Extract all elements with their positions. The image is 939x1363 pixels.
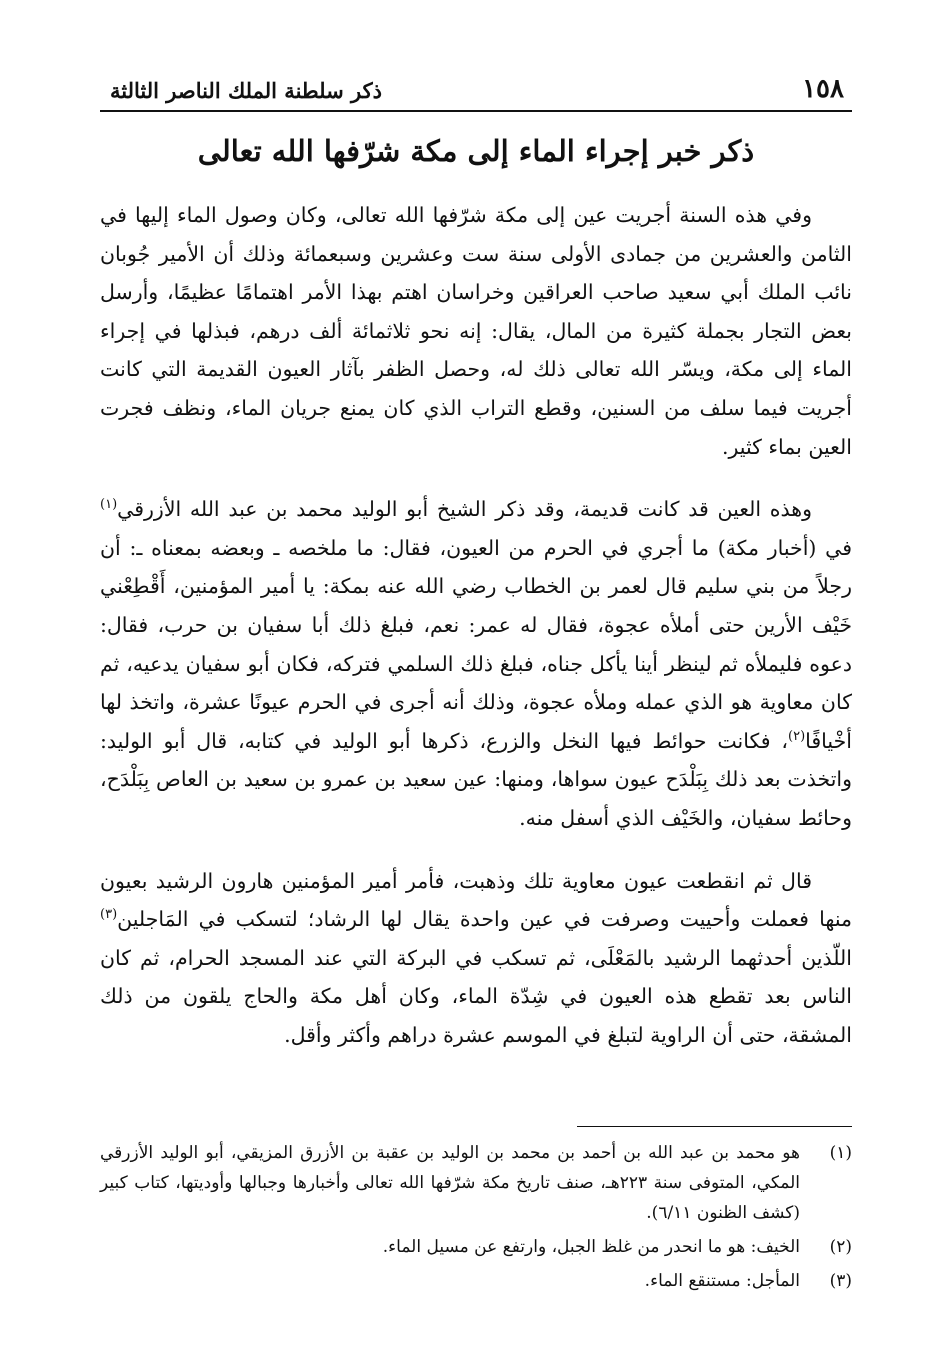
running-title: ذكر سلطنة الملك الناصر الثالثة [110, 78, 382, 103]
paragraph-3 [100, 862, 852, 1055]
footnotes [100, 1138, 852, 1300]
running-head [100, 70, 852, 110]
paragraph-2-part-a: وهذه العين قد كانت قديمة، وقد ذكر الشيخ أبو الوليد محمد بن عبد الله الأزرقي [117, 497, 812, 522]
paragraph-1: وفي هذه السنة أجريت عين إلى مكة شرّفها الله تعالى، وكان وصول الماء إليها في الثامن والعشرين من جمادى الأولى سنة ست وعشرين وسبعمائة وذلك أن الأمير جُوبان نائب الملك أبي سعيد صاحب العراقين وخراسان اهتم بهذا الأمر اهتمامًا عظيمًا، وأرسل بعض التجار بجملة كثيرة من المال، يقال: إنه نحو ثلاثمائة ألف درهم، فبذلها في إجراء الماء إلى مكة، ويسّر الله تعالى ذلك له، وحصل الظفر بآثار العيون القديمة التي كانت أجريت فيما سلف من السنين، وقطع التراب الذي كان يمنع جريان الماء، ونظف فجرت العين بماء كثير. [100, 203, 852, 459]
chapter-title: ذكر خبر إجراء الماء إلى مكة شرّفها الله تعالى [197, 134, 755, 168]
footnote-2 [100, 1232, 852, 1262]
footnote-1 [100, 1138, 852, 1228]
footnote-3 [100, 1266, 852, 1296]
paragraph-2-part-c: ، فكانت حوائط فيها النخل والزرع، ذكرها أبو الوليد في كتابه، قال أبو الوليد: واتخذت بعد ذلك بِبَلْدَح عيون سواها، ومنها: عين سعيد بن عمرو بن سعيد بن العاص بِبَلْدَح، وحائط سفيان، والخَيْف الذي أسفل منه. [100, 728, 852, 830]
footnote-number: (٢) [829, 1237, 852, 1257]
footnote-text: هو محمد بن عبد الله بن أحمد بن محمد بن الوليد بن عقبة بن الأزرق المزيقي، أبو الوليد الأزرقي المكي، المتوفى سنة ٢٢٣هـ، صنف تاريخ مكة شرّفها الله تعالى وأخبارها وجبالها وأوديتها، كتاب كبير (كشف الظنون ٦/١١). [100, 1143, 800, 1223]
footnote-text: الخيف: هو ما انحدر من غلظ الجبل، وارتفع عن مسيل الماء. [382, 1237, 800, 1257]
page-number: ١٥٨ [802, 74, 844, 104]
footnote-ref-2[interactable]: (٢) [788, 728, 806, 744]
footnote-text: المأجل: مستنقع الماء. [644, 1271, 800, 1291]
paragraph-2-part-b: في (أخبار مكة) ما أجري في الحرم من العيون، فقال: ما ملخصه ـ وبعضه بمعناه ـ: أن رجلاً من بني سليم قال لعمر بن الخطاب رضي الله عنه بمكة: يا أمير المؤمنين، أَقْطِعْني خَيْف الأرين حتى أملأه عجوة، فقال له عمر: نعم، فبلغ ذلك أبا سفيان بن حرب، فقال: دعوه فليملأه ثم لينظر أينا يأكل جناه، فبلغ ذلك السلمي فتركه، فكان أبو سفيان يدعيه، ثم كان معاوية هو الذي عمله وملأه عجوة، وذلك أنه أجرى في الحرم عيونًا عشرة، واتخذ لها أخْيافًا [100, 535, 852, 753]
footnote-number: (١) [829, 1143, 852, 1163]
footnote-ref-1[interactable]: (١) [100, 497, 118, 513]
footnote-ref-3[interactable]: (٣) [100, 907, 118, 923]
footnote-number: (٣) [829, 1271, 852, 1291]
paragraph-3-part-b: اللّذين أحدثهما الرشيد بالمَعْلَى، ثم تسكب في البركة التي عند المسجد الحرام، ثم كان الناس بعد تقطع هذه العيون في شِدّة الماء، وكان أهل مكة والحاج يلقون من ذلك المشقة، حتى أن الراوية لتبلغ في الموسم عشرة دراهم وأكثر وأقل. [100, 945, 852, 1047]
body-text [100, 196, 852, 1078]
paragraph-3-part-a: قال ثم انقطعت عيون معاوية تلك وذهبت، فأمر أمير المؤمنين هارون الرشيد بعيون منها فعملت وأحييت وصرفت في عين واحدة يقال لها الرشاد؛ لتسكب في المَاجلين [100, 868, 852, 932]
paragraph-2 [100, 490, 852, 837]
header-divider [100, 110, 852, 112]
footnote-divider [577, 1126, 852, 1127]
